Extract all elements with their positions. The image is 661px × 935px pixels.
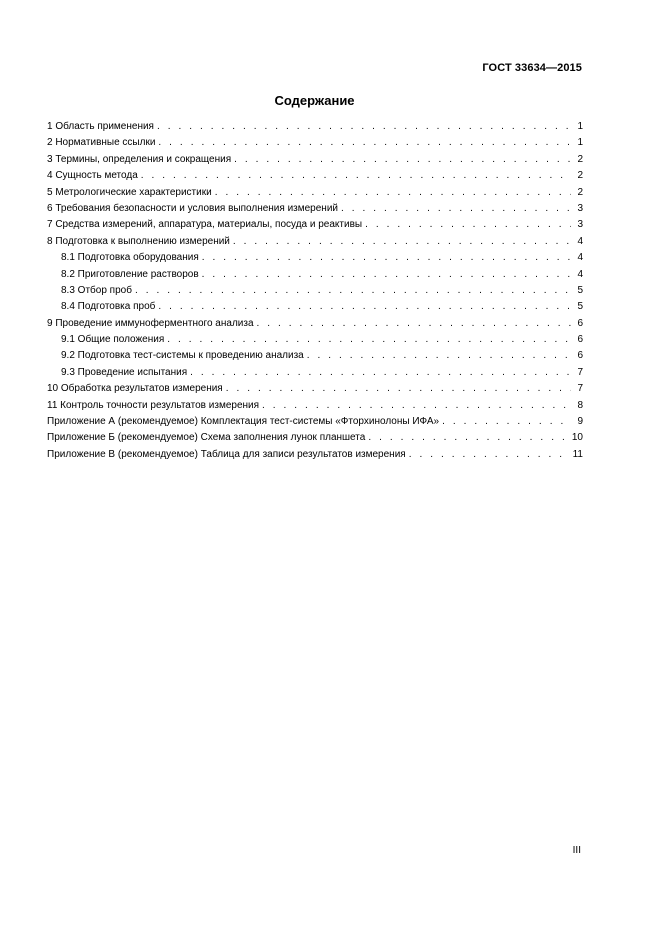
toc-dot-leader xyxy=(368,430,569,446)
toc-entry-page: 7 xyxy=(577,383,583,395)
document-code: ГОСТ 33634—2015 xyxy=(482,62,582,74)
toc-entry-page: 11 xyxy=(572,448,583,460)
toc-entry[interactable] xyxy=(47,250,583,266)
toc-entry-page: 7 xyxy=(577,366,583,378)
toc-entry[interactable] xyxy=(47,348,583,364)
toc-entry-label: 4 Сущность метода xyxy=(47,170,138,182)
toc-entry-label: 9.2 Подготовка тест-системы к проведению анализа xyxy=(61,350,304,362)
toc-entry[interactable] xyxy=(47,185,583,201)
toc-title: Содержание xyxy=(274,93,355,108)
toc-dot-leader xyxy=(409,447,570,463)
toc-entry[interactable] xyxy=(47,168,583,184)
toc-entry[interactable] xyxy=(47,119,583,135)
toc-entry-label: 3 Термины, определения и сокращения xyxy=(47,153,232,165)
toc-entry-label: 10 Обработка результатов измерения xyxy=(47,383,223,395)
toc-entry-page: 6 xyxy=(577,350,583,362)
toc-entry-page: 4 xyxy=(577,235,583,247)
toc-dot-leader xyxy=(307,348,571,364)
toc-entry-page: 3 xyxy=(577,202,583,214)
toc-entry[interactable] xyxy=(47,299,583,315)
toc-dot-leader xyxy=(233,234,571,250)
toc-entry[interactable] xyxy=(47,381,583,397)
toc-dot-leader xyxy=(202,267,571,283)
toc-dot-leader xyxy=(365,217,571,233)
toc-entry-label: 8.4 Подготовка проб xyxy=(61,301,156,313)
toc-entry[interactable] xyxy=(47,201,583,217)
toc-entry-page: 1 xyxy=(577,121,583,132)
toc-entry-page: 10 xyxy=(571,432,583,444)
toc-dot-leader xyxy=(158,135,571,151)
toc-entry-page: 6 xyxy=(577,317,583,329)
toc-dot-leader xyxy=(215,185,571,201)
toc-entry[interactable] xyxy=(47,316,583,332)
toc-entry[interactable] xyxy=(47,414,583,430)
toc-dot-leader xyxy=(157,119,571,135)
toc-entry-page: 2 xyxy=(577,153,583,165)
toc-dot-leader xyxy=(167,332,571,348)
toc-entry[interactable] xyxy=(47,283,583,299)
toc-entry-label: 8.3 Отбор проб xyxy=(61,284,132,296)
toc-entry-label: 9 Проведение иммуноферментного анализа xyxy=(47,317,254,329)
toc-entry[interactable] xyxy=(47,135,583,151)
toc-dot-leader xyxy=(135,283,571,299)
toc-entry[interactable] xyxy=(47,152,583,168)
toc-entry-label: 6 Требования безопасности и условия выполнения измерений xyxy=(47,202,339,214)
toc-entry-page: 2 xyxy=(577,186,583,198)
toc-entry-label: 11 Контроль точности результатов измерения xyxy=(47,399,260,411)
toc-dot-leader xyxy=(158,299,571,315)
toc-entry-page: 5 xyxy=(577,284,583,296)
toc-entry-page: 2 xyxy=(577,170,583,182)
toc-entry-page: 1 xyxy=(577,137,583,149)
toc-entry[interactable] xyxy=(47,332,583,348)
toc-entry-label: 8.1 Подготовка оборудования xyxy=(61,252,199,264)
toc-entry[interactable] xyxy=(47,398,583,414)
toc-entry-label: Приложение А (рекомендуемое) Комплектация тест-системы «Фторхинолоны ИФА» xyxy=(47,416,440,428)
toc-entry[interactable] xyxy=(47,267,583,283)
toc-entry[interactable] xyxy=(47,365,583,381)
toc-dot-leader xyxy=(141,168,571,184)
toc-dot-leader xyxy=(262,398,571,414)
toc-entry[interactable] xyxy=(47,430,583,446)
toc-dot-leader xyxy=(226,381,571,397)
toc-dot-leader xyxy=(190,365,571,381)
toc-dot-leader xyxy=(257,316,571,332)
toc-entry-page: 5 xyxy=(577,301,583,313)
toc-dot-leader xyxy=(234,152,571,168)
toc-entry-label: 2 Нормативные ссылки xyxy=(47,137,156,149)
toc-dot-leader xyxy=(341,201,571,217)
toc-dot-leader xyxy=(202,250,571,266)
table-of-contents xyxy=(47,119,583,463)
toc-entry-label: 7 Средства измерений, аппаратура, материалы, посуда и реактивы xyxy=(47,219,363,231)
toc-entry-page: 3 xyxy=(577,219,583,231)
toc-entry-page: 8 xyxy=(577,399,583,411)
toc-entry[interactable] xyxy=(47,217,583,233)
toc-entry-page: 4 xyxy=(577,252,583,264)
toc-entry-page: 4 xyxy=(577,268,583,280)
toc-dot-leader xyxy=(442,414,571,430)
toc-entry-label: 8 Подготовка к выполнению измерений xyxy=(47,235,230,247)
toc-entry-label: 9.3 Проведение испытания xyxy=(61,366,188,378)
toc-entry-label: Приложение В (рекомендуемое) Таблица для записи результатов измерения xyxy=(47,448,406,460)
toc-entry-label: 1 Область применения xyxy=(47,121,154,132)
toc-entry[interactable] xyxy=(47,234,583,250)
toc-entry-label: 9.1 Общие положения xyxy=(61,334,165,346)
toc-entry-page: 6 xyxy=(577,334,583,346)
toc-entry-page: 9 xyxy=(577,416,583,428)
toc-entry[interactable] xyxy=(47,447,583,463)
page-number: III xyxy=(572,845,581,856)
toc-entry-label: 8.2 Приготовление растворов xyxy=(61,268,199,280)
toc-entry-label: 5 Метрологические характеристики xyxy=(47,186,212,198)
toc-entry-label: Приложение Б (рекомендуемое) Схема заполнения лунок планшета xyxy=(47,432,366,444)
